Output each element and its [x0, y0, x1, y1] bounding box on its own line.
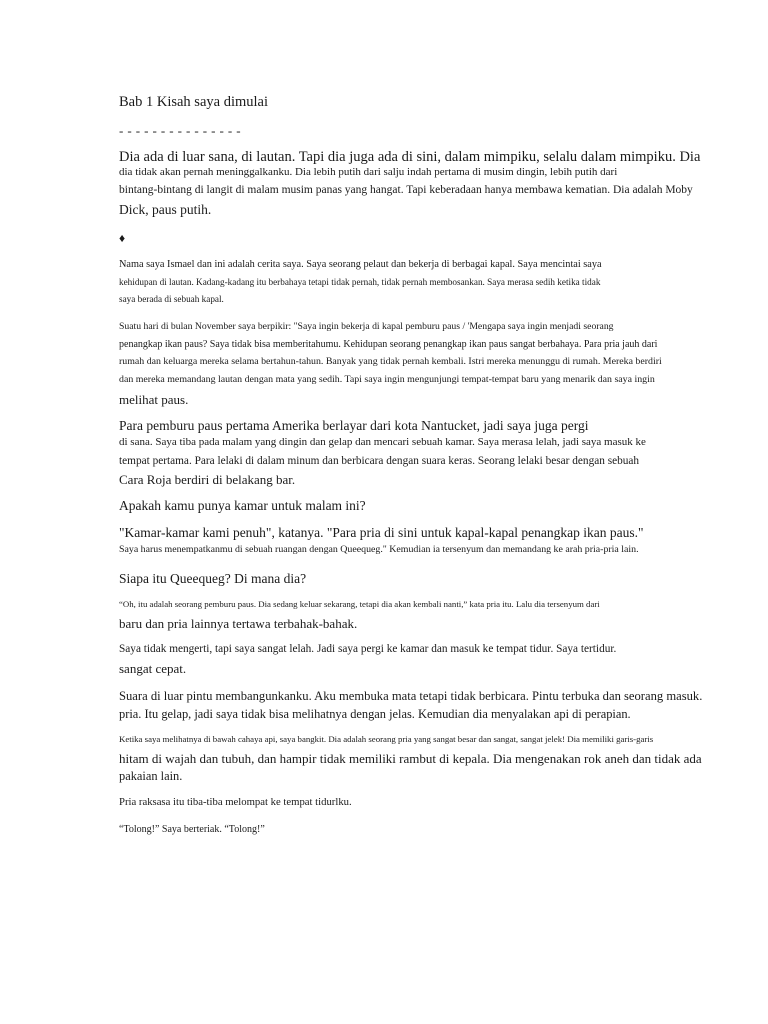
text-line: Suatu hari di bulan November saya berpikir: "Saya ingin bekerja di kapal pemburu paus / 'Mengapa saya ingin menjadi seorang: [119, 321, 614, 332]
text-line: “Tolong!” Saya berteriak. “Tolong!”: [119, 824, 265, 835]
text-line: sangat cepat.: [119, 661, 187, 676]
text-line: Suara di luar pintu membangunkanku. Aku membuka mata tetapi tidak berbicara. Pintu terbuka dan seorang masuk.: [119, 689, 703, 703]
text-line: hitam di wajah dan tubuh, dan hampir tidak memiliki rambut di kepala. Dia mengenakan rok aneh dan tidak ada: [119, 751, 702, 766]
text-line: bintang-bintang di langit di malam musim panas yang hangat. Tapi keberadaan hanya membawa kematian. Dia adalah Moby: [119, 184, 693, 196]
text-line: penangkap ikan paus? Saya tidak bisa memberitahumu. Kehidupan seorang penangkap ikan paus sangat berbahaya. Para pria jauh dari: [119, 339, 658, 350]
text-line: Saya tidak mengerti, tapi saya sangat lelah. Jadi saya pergi ke kamar dan masuk ke tempat tidur. Saya tertidur.: [119, 643, 617, 655]
text-line: dan mereka memandang lautan dengan mata yang sedih. Tapi saya ingin mengunjungi tempat-tempat baru yang menarik dan saya ingin: [119, 374, 655, 385]
text-line: “Oh, itu adalah seorang pemburu paus. Dia sedang keluar sekarang, tetapi dia akan kembali nanti,” kata pria itu. Lalu dia tersenyum dari: [119, 599, 600, 609]
text-line: Dia ada di luar sana, di lautan. Tapi dia juga ada di sini, dalam mimpiku, selalu dalam mimpiku. Dia: [119, 149, 701, 165]
text-line: rumah dan keluarga mereka selama bertahun-tahun. Banyak yang tidak pernah kembali. Istri mereka menunggu di rumah. Mereka berdiri: [119, 356, 662, 367]
text-line: Apakah kamu punya kamar untuk malam ini?: [119, 498, 366, 513]
text-line: Dick, paus putih.: [119, 202, 212, 217]
text-line: Para pemburu paus pertama Amerika berlayar dari kota Nantucket, jadi saya juga pergi: [119, 418, 589, 433]
text-line: pakaian lain.: [119, 769, 183, 783]
text-line: Saya harus menempatkanmu di sebuah ruangan dengan Queequeg." Kemudian ia tersenyum dan memandang ke arah pria-pria lain.: [119, 544, 639, 555]
text-line: di sana. Saya tiba pada malam yang dingin dan gelap dan mencari sebuah kamar. Saya merasa lelah, jadi saya masuk ke: [119, 436, 646, 448]
text-line: saya berada di sebuah kapal.: [119, 294, 224, 304]
text-line: pria. Itu gelap, jadi saya tidak bisa melihatnya dengan jelas. Kemudian dia menyalakan api di perapian.: [119, 707, 631, 721]
text-line: baru dan pria lainnya tertawa terbahak-bahak.: [119, 616, 358, 631]
text-line: Nama saya Ismael dan ini adalah cerita saya. Saya seorang pelaut dan bekerja di berbagai kapal. Saya mencintai saya: [119, 259, 602, 270]
text-line: dia tidak akan pernah meninggalkanku. Dia lebih putih dari salju indah pertama di musim dingin, lebih putih dari: [119, 166, 618, 178]
text-line: Ketika saya melihatnya di bawah cahaya api, saya bangkit. Dia adalah seorang pria yang sangat besar dan sangat, sangat jelek! Dia memiliki garis-garis: [119, 734, 654, 744]
section-divider: - - - - - - - - - - - - - - -: [119, 123, 242, 138]
text-line: melihat paus.: [119, 392, 189, 407]
text-line: kehidupan di lautan. Kadang-kadang itu berbahaya tetapi tidak pernah, tidak pernah membosankan. Saya merasa sedih ketika tidak: [119, 277, 601, 287]
text-line: "Kamar-kamar kami penuh", katanya. "Para pria di sini untuk kapal-kapal penangkap ikan paus.": [119, 525, 644, 540]
text-line: Cara Roja berdiri di belakang bar.: [119, 472, 296, 487]
text-line: Siapa itu Queequeg? Di mana dia?: [119, 571, 307, 586]
text-line: Pria raksasa itu tiba-tiba melompat ke tempat tidurlku.: [119, 796, 352, 808]
chapter-title: Bab 1 Kisah saya dimulai: [119, 94, 269, 110]
diamond-separator: ♦: [119, 231, 126, 245]
text-line: tempat pertama. Para lelaki di dalam minum dan berbicara dengan suara keras. Seorang lelaki besar dengan sebuah: [119, 455, 640, 467]
